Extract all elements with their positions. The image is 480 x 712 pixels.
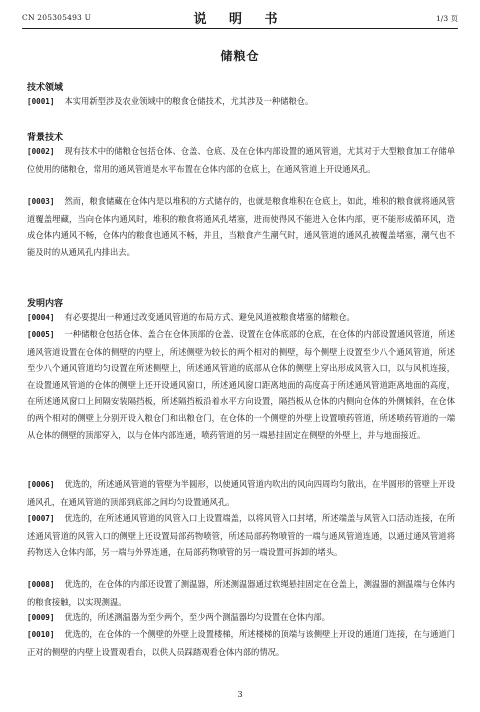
document-number: CN 205305493 U <box>22 13 92 22</box>
page-number: 3 <box>237 690 243 699</box>
document-type: 说 明 书 <box>193 12 287 27</box>
header-divider <box>22 28 458 29</box>
paragraph-0005 <box>27 326 455 443</box>
paragraph-0003 <box>27 193 455 260</box>
paragraph-0006 <box>27 476 455 510</box>
page-indicator: 1/3 页 <box>436 14 458 23</box>
paragraph-0007 <box>27 510 455 561</box>
paragraph-text: 优选的，在仓体的一个侧壁的外壁上设置楼梯，所述楼梯的顶端与该侧壁上开设的通道门连接，在与通道门正对的侧壁的内壁上设置观看台，以供人员踩踏观看仓体内部的情况。 <box>27 629 455 657</box>
paragraph-text: 本实用新型涉及农业领域中的粮食仓储技术，尤其涉及一种储粮仓。 <box>64 96 314 106</box>
paragraph-0010 <box>27 626 455 660</box>
paragraph-number: [0005] <box>27 330 55 339</box>
section-heading-invention-content: 发明内容 <box>27 299 64 309</box>
section-heading-technical-field: 技术领域 <box>27 83 64 93</box>
paragraph-0009 <box>27 609 455 627</box>
paragraph-text: 优选的，所述测温器为至少两个，至少两个测温器均匀设置在仓体内部。 <box>64 612 330 622</box>
paragraph-text: 优选的，在所述通风管道的风管入口上设置端盖，以将风管入口封堵，所述端盖与风管入口活动连接，在所述通风管道的风管入口的侧壁上还设置局部药物喷管，所述局部药物喷管的一端与通风管道连通，以通过通风管道将药物送入仓体内部，另一端与外界连通，在局部药物喷管的另一端设置可拆卸的堵头。 <box>27 513 455 558</box>
paragraph-number: [0006] <box>27 480 55 489</box>
paragraph-text: 优选的，在仓体的内部还设置了测温器，所述测温器通过软绳悬挂固定在仓盖上，测温器的测温端与仓体内的粮食接触，以实现测温。 <box>27 579 455 607</box>
paragraph-number: [0003] <box>27 197 55 206</box>
paragraph-number: [0009] <box>27 613 55 622</box>
paragraph-text: 然而，粮食储藏在仓体内是以堆积的方式储存的，也就是粮食堆积在仓底上，如此，堆积的粮食就将通风管道覆盖埋藏，当向仓体内通风时，堆积的粮食将通风孔堵塞，进而使得风不能进入仓体内部，更不能形成循环风，造成仓体内通风不畅，仓体内的粮食也通风不畅，并且，当粮食产生潮气时，通风管道的通风孔被覆盖堵塞，潮气也不能及时的从通风孔内排出去。 <box>27 196 455 257</box>
section-heading-background: 背景技术 <box>27 133 64 143</box>
paragraph-0008 <box>27 576 455 610</box>
paragraph-number: [0001] <box>27 97 55 106</box>
paragraph-text: 现有技术中的储粮仓包括仓体、仓盖、仓底、及在仓体内部设置的通风管道，尤其对于大型粮食加工存储单位使用的储粮仓，常用的通风管道是水平布置在仓体内部的仓底上，在通风管道上开设通风孔。 <box>27 146 455 174</box>
document-title: 储粮仓 <box>220 49 260 63</box>
paragraph-number: [0008] <box>27 580 55 589</box>
paragraph-text: 有必要提出一种通过改变通风管道的布局方式、避免风道被粮食堵塞的储粮仓。 <box>64 312 355 322</box>
paragraph-number: [0004] <box>27 313 55 322</box>
paragraph-0002 <box>27 143 455 177</box>
paragraph-text: 优选的，所述通风管道的管壁为半圆形，以使通风管道内吹出的风向四周均匀散出，在半圆形的管壁上开设通风孔，在通风管道的顶部到底部之间均匀设置通风孔。 <box>27 479 455 507</box>
paragraph-0004 <box>27 309 455 327</box>
paragraph-number: [0007] <box>27 514 55 523</box>
paragraph-0001 <box>27 93 455 111</box>
paragraph-number: [0010] <box>27 630 55 639</box>
paragraph-number: [0002] <box>27 147 55 156</box>
paragraph-text: 一种储粮仓包括仓体、盖合在仓体顶部的仓盖、设置在仓体底部的仓底，在仓体的内部设置通风管道，所述通风管道设置在仓体的侧壁的内壁上，所述侧壁为较长的两个相对的侧壁，每个侧壁上设置至少八个通风管道，所述至少八个通风管道均匀设置在所述侧壁上，所述通风管道的底部从仓体的侧壁上穿出形成风管入口，以与风机连接，在设置通风管道的仓体的侧壁上还开设通风窗口，所述通风窗口距离地面的高度高于所述通风管道距离地面的高度，在所述通风窗口上间隔安装隔挡板，所述隔挡板沿着水平方向设置，隔挡板从仓体的内侧向仓体的外侧倾斜，在仓体的两个相对的侧壁上分别开设入粮仓门和出粮仓门，在仓体的一个侧壁的外壁上设置喷药管道，所述喷药管道的一端从仓体的侧壁的顶部穿入，以与仓体内部连通，喷药管道的另一端悬挂固定在侧壁的外壁上，并与地面接近。 <box>27 329 455 440</box>
